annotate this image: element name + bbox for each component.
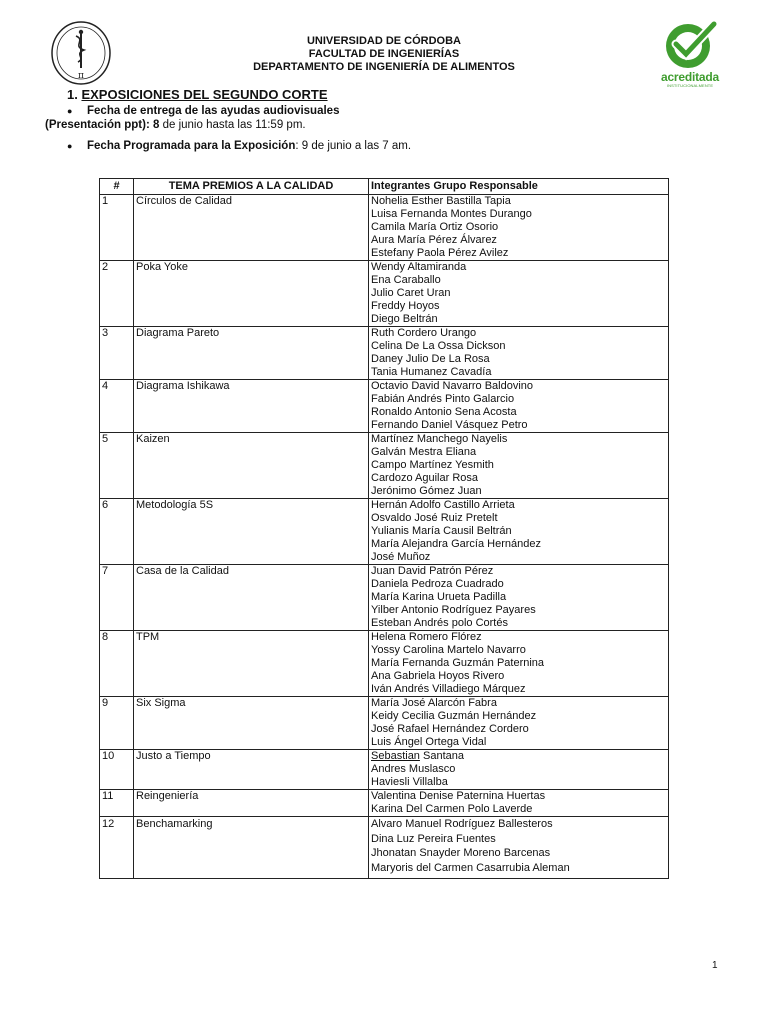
row-number: 8 — [100, 631, 134, 697]
header-integrantes: Integrantes Grupo Responsable — [369, 179, 669, 195]
row-topic: Casa de la Calidad — [134, 565, 369, 631]
header-num: # — [100, 179, 134, 195]
member-name: María Fernanda Guzmán Paternina — [371, 657, 545, 669]
table-row — [100, 195, 669, 261]
acreditada-text: acreditada — [660, 70, 720, 84]
row-members — [369, 261, 669, 327]
member-name: María José Alarcón Fabra — [371, 697, 497, 709]
row-members — [369, 499, 669, 565]
row-number: 4 — [100, 380, 134, 433]
member-name: Helena Romero Flórez — [371, 631, 482, 643]
row-number: 12 — [100, 817, 134, 879]
row-members — [369, 380, 669, 433]
row-number: 10 — [100, 750, 134, 790]
table-row — [100, 433, 669, 499]
table-row — [100, 750, 669, 790]
table-row — [100, 380, 669, 433]
row-number: 6 — [100, 499, 134, 565]
row-number: 11 — [100, 790, 134, 817]
member-name: Yilber Antonio Rodríguez Payares — [371, 604, 536, 616]
row-number: 2 — [100, 261, 134, 327]
member-name: Daney Julio De La Rosa — [371, 353, 490, 365]
member-name: Yossy Carolina Martelo Navarro — [371, 644, 526, 656]
member-name: Campo Martínez Yesmith — [371, 459, 494, 471]
seal-text: π — [78, 71, 84, 81]
table-row — [100, 631, 669, 697]
member-name: Wendy Altamiranda — [371, 261, 467, 273]
member-name: Octavio David Navarro Baldovino — [371, 380, 534, 392]
member-name: Fabián Andrés Pinto Galarcio — [371, 393, 515, 405]
member-name: Andres Muslasco — [371, 763, 456, 775]
member-name: Maryoris del Carmen Casarrubia Aleman — [371, 861, 570, 874]
member-name: Alvaro Manuel Rodríguez Ballesteros — [371, 818, 553, 830]
row-members — [369, 565, 669, 631]
member-name: Fernando Daniel Vásquez Petro — [371, 419, 528, 431]
row-members — [369, 433, 669, 499]
member-name: María Alejandra García Hernández — [371, 538, 541, 550]
member-name: María Karina Urueta Padilla — [371, 591, 507, 603]
table-row — [100, 261, 669, 327]
member-name: Aura María Pérez Álvarez — [371, 234, 497, 246]
member-name: Iván Andrés Villadiego Márquez — [371, 683, 526, 695]
member-name: Juan David Patrón Pérez — [371, 565, 494, 577]
programada-label: Fecha Programada para la Exposición — [87, 140, 296, 152]
member-name: Celina De La Ossa Dickson — [371, 340, 506, 352]
row-topic: Poka Yoke — [134, 261, 369, 327]
row-topic: Kaizen — [134, 433, 369, 499]
table-row — [100, 790, 669, 817]
member-name: Yulianis María Causil Beltrán — [371, 525, 512, 537]
bullet-icon: ● — [67, 106, 73, 116]
member-name: Valentina Denise Paternina Huertas — [371, 790, 546, 802]
row-members — [369, 750, 669, 790]
presentacion-day: 8 — [153, 119, 160, 131]
row-topic: Diagrama Pareto — [134, 327, 369, 380]
institucionalmente-text: INSTITUCIONALMENTE — [666, 83, 714, 88]
member-name: Nohelia Esther Bastilla Tapia — [371, 195, 511, 207]
bullet-icon: ● — [67, 141, 73, 151]
programada-value: : 9 de junio a las 7 am. — [295, 140, 412, 152]
member-name: Ronaldo Antonio Sena Acosta — [371, 406, 517, 418]
presentacion-rest: de junio hasta las 11:59 pm. — [159, 119, 306, 131]
row-topic: Metodología 5S — [134, 499, 369, 565]
member-name: Luisa Fernanda Montes Durango — [371, 208, 532, 220]
row-number: 3 — [100, 327, 134, 380]
member-name: Esteban Andrés polo Cortés — [371, 617, 508, 629]
section-title-text: EXPOSICIONES DEL SEGUNDO CORTE — [81, 87, 328, 102]
row-number: 9 — [100, 697, 134, 750]
table-row — [100, 565, 669, 631]
row-members — [369, 631, 669, 697]
table-row — [100, 697, 669, 750]
member-name: Galván Mestra Eliana — [371, 446, 477, 458]
page-number: 1 — [712, 960, 718, 971]
member-name: Keidy Cecilia Guzmán Hernández — [371, 710, 537, 722]
programada-line — [67, 140, 411, 152]
entrega-line — [67, 105, 339, 117]
member-name: Martínez Manchego Nayelis — [371, 433, 508, 445]
header-tema: TEMA PREMIOS A LA CALIDAD — [134, 179, 369, 195]
row-members — [369, 327, 669, 380]
table-row — [100, 327, 669, 380]
header-faculty: FACULTAD DE INGENIERÍAS — [308, 48, 460, 60]
document-header — [0, 35, 768, 74]
member-name: Camila María Ortiz Osorio — [371, 221, 499, 233]
row-topic: Benchamarking — [134, 817, 369, 879]
member-name: Dina Luz Pereira Fuentes — [371, 832, 496, 845]
header-department: DEPARTAMENTO DE INGENIERÍA DE ALIMENTOS — [253, 61, 515, 73]
table-row — [100, 817, 669, 879]
row-members — [369, 817, 669, 879]
section-title — [67, 87, 328, 102]
row-members — [369, 697, 669, 750]
member-name: Karina Del Carmen Polo Laverde — [371, 803, 533, 815]
member-name: Ruth Cordero Urango — [371, 327, 477, 339]
member-name: Julio Caret Uran — [371, 287, 451, 299]
member-name: Osvaldo José Ruiz Pretelt — [371, 512, 498, 524]
member-name: Luis Ángel Ortega Vidal — [371, 736, 487, 748]
member-name: Jhonatan Snayder Moreno Barcenas — [371, 847, 551, 859]
member-name: Daniela Pedroza Cuadrado — [371, 578, 504, 590]
row-topic: Justo a Tiempo — [134, 750, 369, 790]
row-topic: Círculos de Calidad — [134, 195, 369, 261]
entrega-label: Fecha de entrega de las ayudas audiovisuales — [87, 105, 340, 117]
member-name: Diego Beltrán — [371, 313, 438, 325]
member-name: Cardozo Aguilar Rosa — [371, 472, 479, 484]
header-university: UNIVERSIDAD DE CÓRDOBA — [306, 35, 461, 47]
member-name: Freddy Hoyos — [371, 300, 440, 312]
member-name: Haviesli Villalba — [371, 776, 448, 788]
member-name: Estefany Paola Pérez Avilez — [371, 247, 509, 259]
section-number: 1. — [67, 87, 78, 102]
row-topic: TPM — [134, 631, 369, 697]
table-row — [100, 499, 669, 565]
member-name: José Muñoz — [371, 551, 431, 563]
presentacion-line — [45, 119, 306, 131]
row-topic: Diagrama Ishikawa — [134, 380, 369, 433]
member-name: Ana Gabriela Hoyos Rivero — [371, 670, 505, 682]
row-members — [369, 195, 669, 261]
member-name: Jerónimo Gómez Juan — [371, 485, 482, 497]
member-name: José Rafael Hernández Cordero — [371, 723, 529, 735]
groups-table — [99, 178, 669, 879]
row-members — [369, 790, 669, 817]
member-name: Sebastian Santana — [371, 750, 464, 762]
row-number: 5 — [100, 433, 134, 499]
row-number: 1 — [100, 195, 134, 261]
row-topic: Six Sigma — [134, 697, 369, 750]
presentacion-label: (Presentación ppt): — [45, 119, 150, 131]
member-name: Tania Humanez Cavadía — [371, 366, 492, 378]
row-number: 7 — [100, 565, 134, 631]
row-topic: Reingeniería — [134, 790, 369, 817]
member-name: Hernán Adolfo Castillo Arrieta — [371, 499, 515, 511]
member-name: Ena Caraballo — [371, 274, 441, 286]
table-header-row — [100, 179, 669, 195]
